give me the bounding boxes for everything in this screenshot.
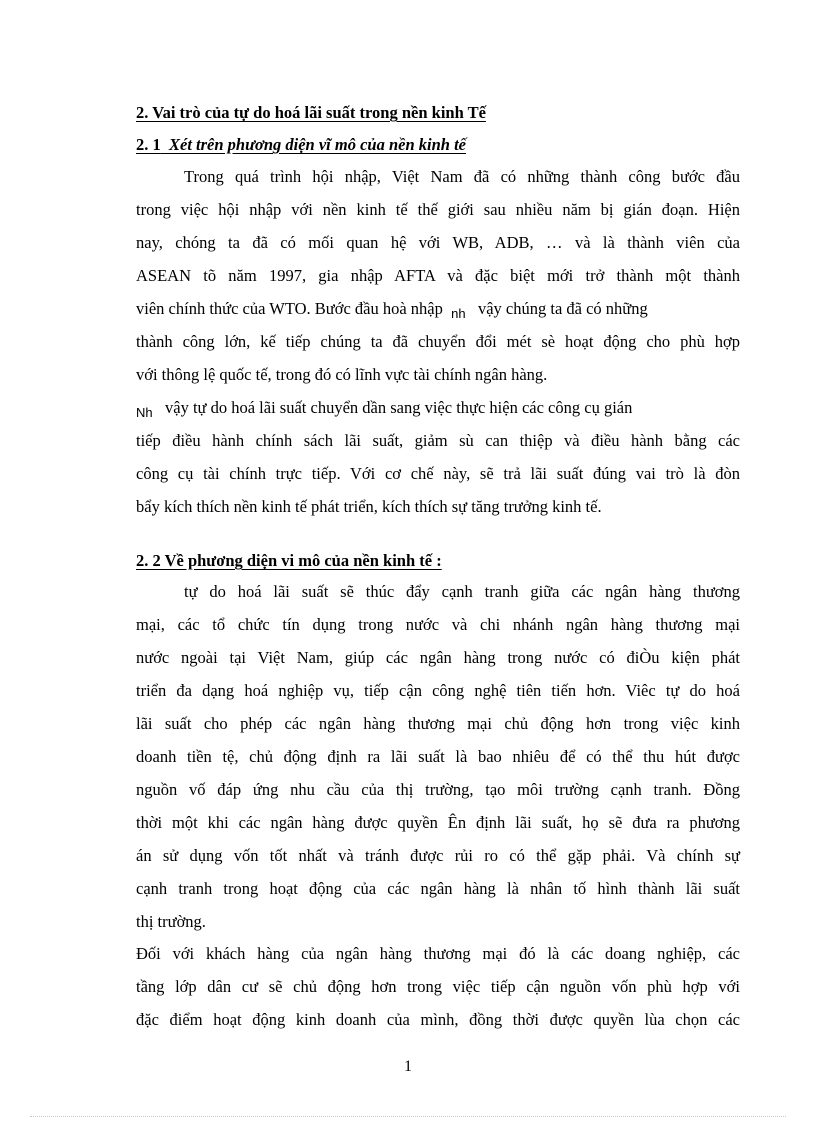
text-fragment: Nh — [136, 405, 153, 420]
page-divider — [30, 1116, 786, 1117]
paragraph-line — [136, 299, 740, 320]
paragraph-line: cạnh tranh trong hoạt động của các ngân hàng là nhân tố hình thành lãi suất — [136, 879, 740, 898]
paragraph-line: đặc điểm hoạt động kinh doanh của mình, đồng thời được quyền lùa chọn các — [136, 1010, 740, 1029]
section-heading: 2. Vai trò của tự do hoá lãi suất trong nền kinh Tế — [136, 103, 486, 122]
paragraph-line: án sử dụng vốn tốt nhất và tránh được rủi ro có thể gặp phải. Và chính sự — [136, 846, 740, 865]
paragraph-line: trong việc hội nhập với nền kinh tế thế giới sau nhiều năm bị gián đoạn. Hiện — [136, 200, 740, 219]
paragraph-line: tự do hoá lãi suất sẽ thúc đẩy cạnh tranh giữa các ngân hàng thương — [184, 582, 740, 601]
paragraph-line: tiếp điều hành chính sách lãi suất, giảm sù can thiệp và điều hành bằng các — [136, 431, 740, 450]
paragraph-line: công cụ tài chính trực tiếp. Với cơ chế này, sẽ trả lãi suất đúng vai trò là đòn — [136, 464, 740, 483]
subsection-heading-2-1 — [136, 135, 740, 155]
paragraph-line: nay, chóng ta đã có mối quan hệ với WB, ADB, … và là thành viên của — [136, 233, 740, 252]
paragraph-line: Đối với khách hàng của ngân hàng thương mại đó là các doang nghiệp, các — [136, 944, 740, 963]
paragraph-line: Trong quá trình hội nhập, Việt Nam đã có những thành công bước đầu — [184, 167, 740, 186]
subsection-heading-2-2: 2. 2 Về phương diện vi mô của nền kinh tế : — [136, 551, 442, 570]
subsection-title: Xét trên phương diện vĩ mô của nền kinh tế — [169, 135, 466, 154]
paragraph-line: triển đa dạng hoá nghiệp vụ, tiếp cận công nghệ tiên tiến hơn. Viêc tự do hoá — [136, 681, 740, 700]
text-fragment: nh — [451, 306, 466, 321]
paragraph-line: thị trường. — [136, 912, 206, 931]
paragraph-line: lãi suất cho phép các ngân hàng thương mại chủ động hơn trong việc kinh — [136, 714, 740, 733]
paragraph-line: bẩy kích thích nền kinh tế phát triển, kích thích sự tăng trưởng kinh tế. — [136, 497, 602, 516]
page-number: 1 — [404, 1058, 412, 1075]
paragraph-line: nguồn vố đáp ứng nhu cầu của thị trường, tạo môi trường cạnh tranh. Đồng — [136, 780, 740, 799]
paragraph-line: doanh tiền tệ, chủ động định ra lãi suất là bao nhiêu để có thể thu hút được — [136, 747, 740, 766]
paragraph-line: với thông lệ quốc tế, trong đó có lĩnh vực tài chính ngân hàng. — [136, 365, 548, 384]
paragraph-line: thành công lớn, kế tiếp chúng ta đã chuyển đổi mét sè hoạt động cho phù hợp — [136, 332, 740, 351]
paragraph-line: ASEAN tõ năm 1997, gia nhập AFTA và đặc biệt mới trở thành một thành — [136, 266, 740, 285]
text-fragment: vậy tự do hoá lãi suất chuyển dần sang việc thực hiện các công cụ gián — [165, 398, 633, 417]
paragraph-line: thời một khi các ngân hàng được quyền Ên định lãi suất, họ sẽ đưa ra phương — [136, 813, 740, 832]
paragraph-line: tầng lớp dân cư sẽ chủ động hơn trong việc tiếp cận nguồn vốn phù hợp với — [136, 977, 740, 996]
subsection-number: 2. 1 — [136, 135, 161, 154]
text-fragment: viên chính thức của WTO. Bước đầu hoà nhập — [136, 299, 443, 318]
paragraph-line: nước ngoài tại Việt Nam, giúp các ngân hàng trong nước có điÒu kiện phát — [136, 648, 740, 667]
paragraph-line — [136, 398, 740, 419]
text-fragment: vậy chúng ta đã có những — [477, 299, 648, 318]
paragraph-line: mại, các tổ chức tín dụng trong nước và chi nhánh ngân hàng thương mại — [136, 615, 740, 634]
